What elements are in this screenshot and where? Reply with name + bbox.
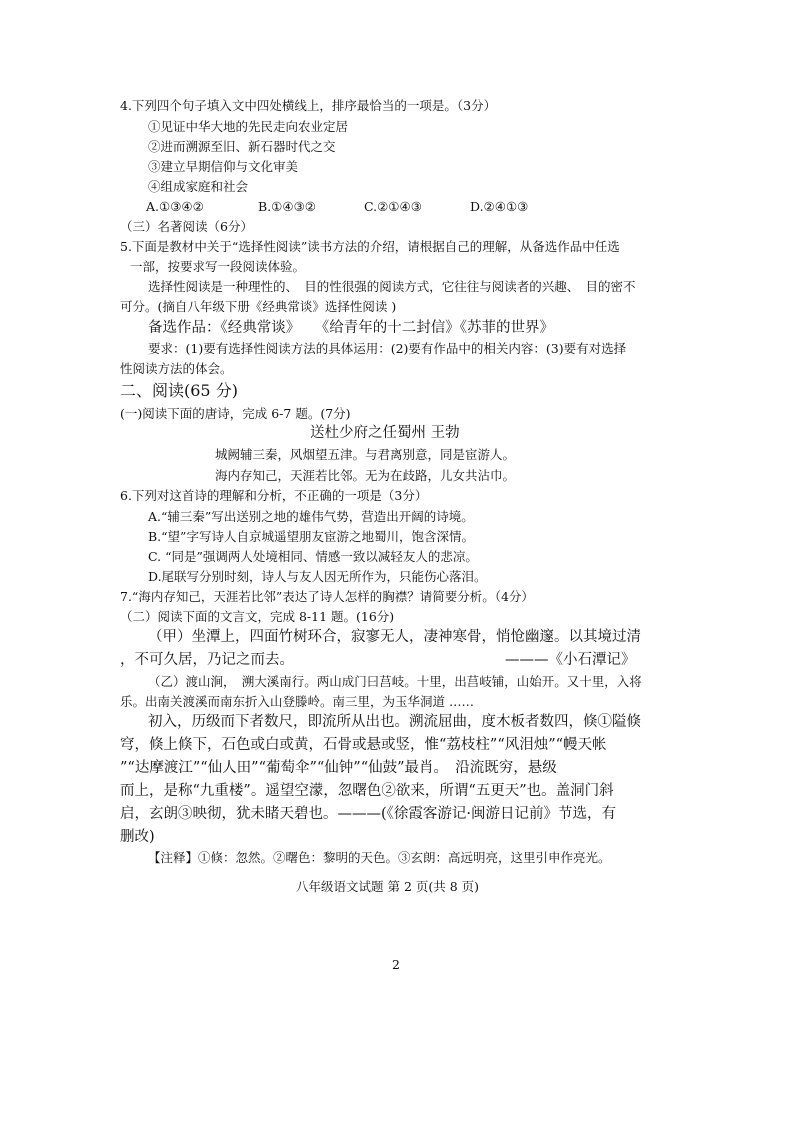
passage-yi-line-2: 乐。出南关渡溪而南东折入山登滕岭。南三里，为玉华洞道 ……	[120, 694, 474, 709]
passage-yi-para-line-6: 删改)	[120, 829, 155, 845]
passage-jia-source: ———《小石潭记》	[505, 652, 636, 668]
q5-stem-line-1: 5.下面是教材中关于“选择性阅读”读书方法的介绍，请根据自己的理解，从备选作品中任选	[120, 239, 620, 254]
passage-yi-para-line-1: 初入，历级而下者数尺，即流所从出也。溯流屈曲，度木板者数四，倏①隘倏	[148, 714, 641, 730]
passage-yi-para-line-2: 穹，倏上倏下，石色或白或黄，石骨或悬或竖，惟“荔枝柱”“风泪烛”“幔天帐	[120, 737, 607, 753]
q7-stem: 7.“海内存知己，天涯若比邻”表达了诗人怎样的胸襟？请简要分析。（4分）	[120, 589, 534, 604]
q6-option-a: A.“辅三秦”写出送别之地的雄伟气势，营造出开阔的诗境。	[148, 509, 474, 524]
q5-works: 备选作品：《经典常谈》 《给青年的十二封信》《苏菲的世界》	[148, 320, 554, 336]
poem-line-1: 城阙辅三秦，风烟望五津。与君离别意，同是宦游人。	[215, 447, 516, 462]
part-2-title: 二、阅读(65 分)	[120, 381, 238, 400]
q5-intro-line-1: 选择性阅读是一种理性的、 目的性很强的阅读方式，它往往与阅读者的兴趣、 目的密不	[148, 279, 636, 294]
q4-option-b: B.①④③②	[258, 199, 316, 214]
passage-yi-line-1: （乙）渡山涧， 溯大溪南行。两山成门曰莒岐。十里，出莒岐铺，山始开。又十里，入将	[148, 674, 642, 689]
q6-option-c: C. “同是”强调两人处境相同、情感一致以减轻友人的悲凉。	[148, 549, 478, 564]
poem-section-intro: (一)阅读下面的唐诗，完成 6-7 题。(7分)	[120, 406, 351, 421]
passage-yi-para-line-4: 而上，是称“九重楼”。遥望空濛，忽曙色②欲来，所谓“五更天”也。盖洞门斜	[120, 783, 614, 799]
page-number: 2	[392, 957, 400, 972]
q4-item-3: ③建立早期信仰与文化审美	[148, 159, 299, 174]
q4-stem: 4.下列四个句子填入文中四处横线上，排序最恰当的一项是。（3分）	[120, 98, 497, 113]
page-footer-label: 八年级语文试题 第 2 页(共 8 页)	[296, 879, 480, 894]
q6-option-d: D.尾联写分别时刻，诗人与友人因无所作为，只能伤心落泪。	[148, 569, 487, 584]
q4-item-2: ②进而溯源至旧、新石器时代之交	[148, 139, 336, 154]
q4-option-d: D.②④①③	[470, 199, 529, 214]
q5-stem-line-2: 一部，按要求写一段阅读体验。	[130, 259, 306, 274]
poem-title: 送杜少府之任蜀州 王勃	[310, 425, 460, 441]
q6-stem: 6.下列对这首诗的理解和分析，不正确的一项是（3分）	[120, 488, 428, 503]
passage-jia-line-2: ，不可久居，乃记之而去。	[120, 652, 294, 668]
q4-option-c: C.②①④③	[364, 199, 422, 214]
q4-item-4: ④组成家庭和社会	[148, 179, 249, 194]
q5-intro-line-2: 可分。(摘自八年级下册《经典常谈》选择性阅读 )	[120, 299, 397, 314]
section-3-title: （三）名著阅读（6分）	[120, 219, 253, 234]
poem-line-2: 海内存知己，天涯若比邻。无为在歧路，儿女共沾巾。	[215, 468, 516, 483]
passage-jia-line-1: （甲）坐潭上，四面竹树环合，寂寥无人，凄神寒骨，悄怆幽邃。以其境过清	[148, 629, 641, 645]
prose-section-intro: （二）阅读下面的文言文，完成 8-11 题。(16分)	[120, 609, 395, 624]
passage-yi-para-line-5: 启，玄朗③映彻，犹未睹天碧也。———(《徐霞客游记·闽游日记前》节选，有	[120, 806, 617, 822]
q5-req-line-2: 性阅读方法的体会。	[120, 361, 233, 376]
q6-option-b: B.“望”字写诗人自京城遥望朋友宦游之地蜀川，饱含深情。	[148, 529, 474, 544]
annotation-notes: 【注释】①倏：忽然。②曙色：黎明的天色。③玄朗：高远明亮，这里引申作亮光。	[148, 850, 611, 865]
q4-item-1: ①见证中华大地的先民走向农业定居	[148, 119, 349, 134]
q4-option-a: A.①③④②	[146, 199, 204, 214]
q5-req-line-1: 要求：(1)要有选择性阅读方法的具体运用：(2)要有作品中的相关内容：(3)要有对选择	[148, 341, 627, 356]
passage-yi-para-line-3: ”“达摩渡江”“仙人田”“葡萄伞”“仙钟”“仙鼓”最肖。 沿流既穷，悬级	[120, 760, 557, 776]
